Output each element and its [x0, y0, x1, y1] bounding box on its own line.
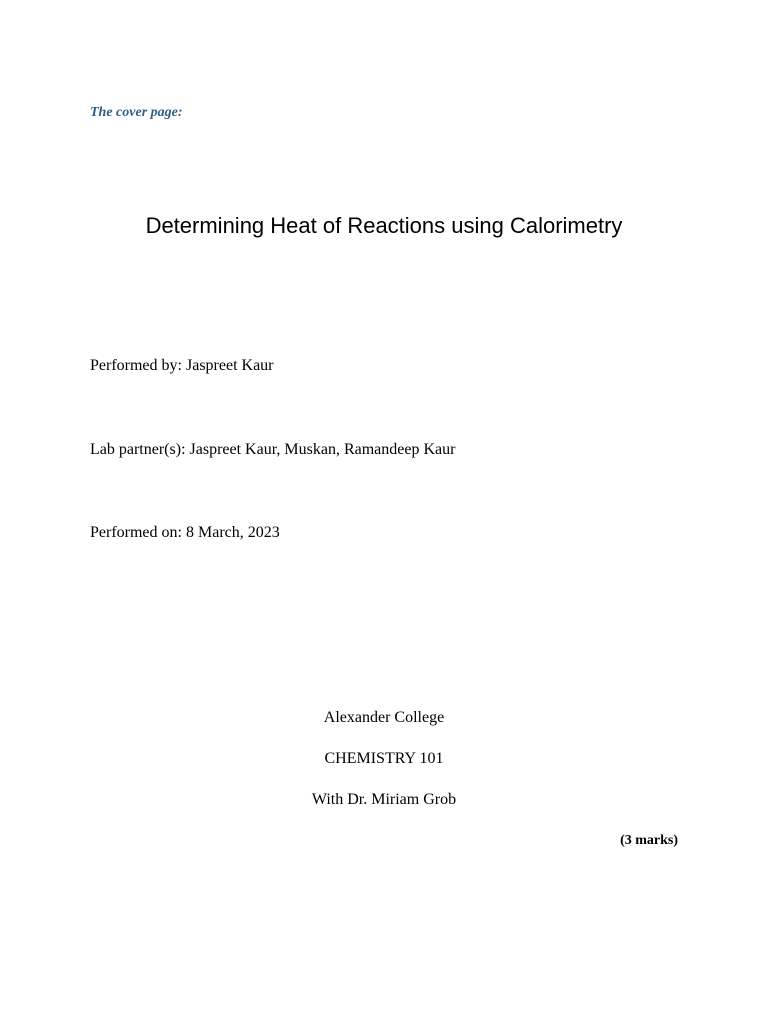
- lab-partners-label: Lab partner(s):: [90, 441, 186, 458]
- performed-by-value: Jaspreet Kaur: [185, 357, 274, 374]
- lab-partners-line: [90, 441, 455, 459]
- marks-note: (3 marks): [620, 833, 678, 848]
- performed-on-label: Performed on:: [90, 524, 182, 541]
- report-title: Determining Heat of Reactions using Calorimetry: [145, 213, 623, 238]
- college-name: Alexander College: [323, 709, 445, 726]
- lab-partners-value: Jaspreet Kaur, Muskan, Ramandeep Kaur: [189, 441, 456, 458]
- performed-on-line: [90, 524, 280, 542]
- section-label: The cover page:: [90, 105, 183, 120]
- performed-on-value: 8 March, 2023: [185, 524, 280, 541]
- instructor-name: With Dr. Miriam Grob: [311, 791, 457, 808]
- course-name: CHEMISTRY 101: [324, 750, 444, 767]
- performed-by-line: [90, 357, 274, 375]
- performed-by-label: Performed by:: [90, 357, 182, 374]
